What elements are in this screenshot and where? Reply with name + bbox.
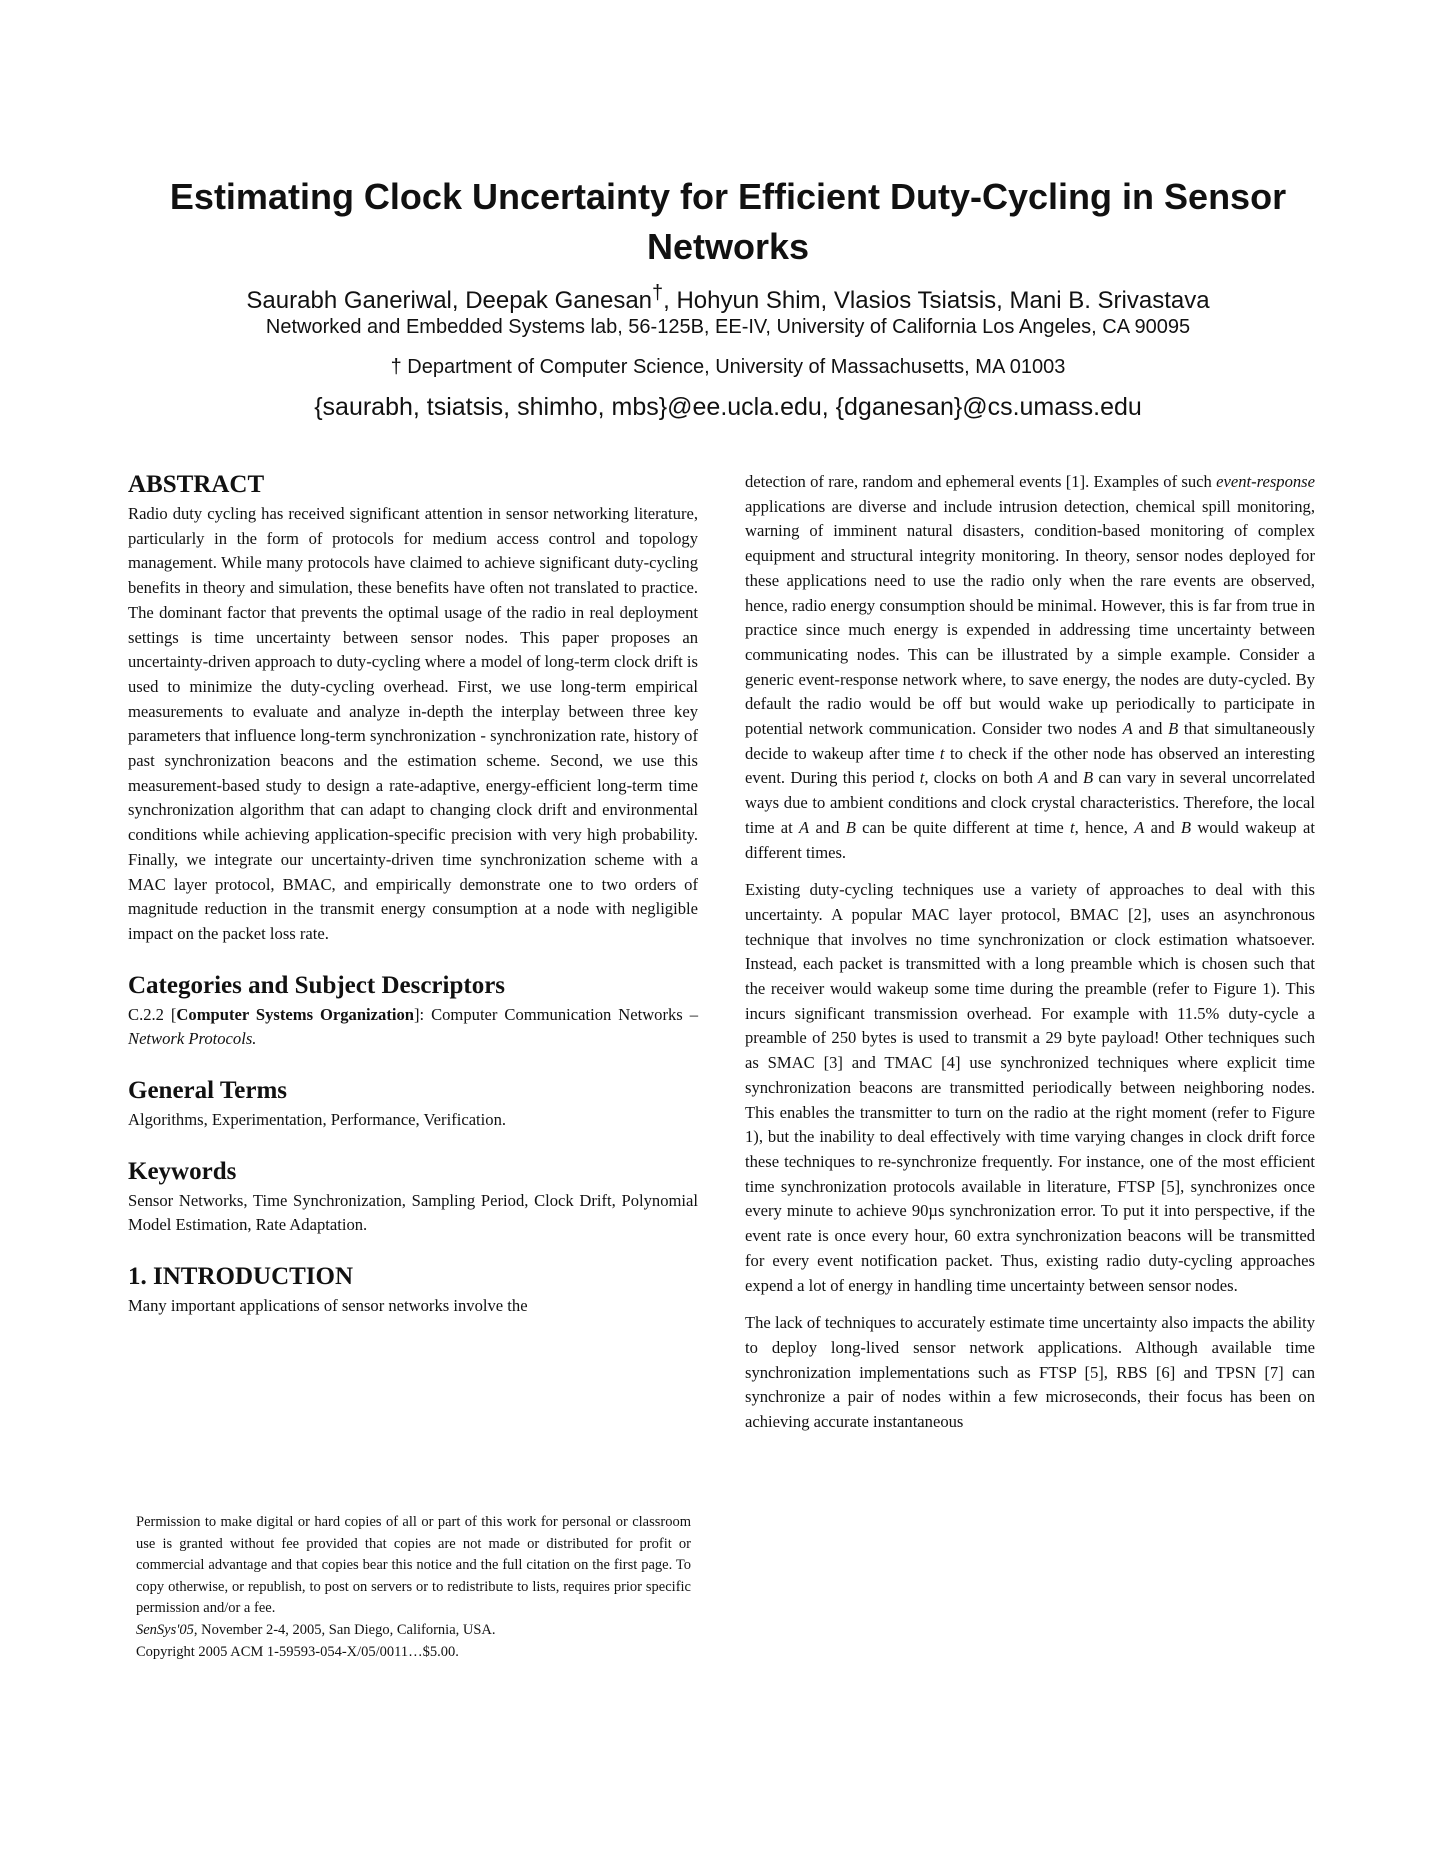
permission-block (136, 1512, 691, 1663)
time-var: t (939, 743, 945, 763)
time-var: t (1070, 817, 1075, 837)
conference-details: , November 2-4, 2005, San Diego, California, USA. (193, 1621, 496, 1638)
p1-segment: , hence, (1074, 817, 1135, 837)
affiliation-ucla: Networked and Embedded Systems lab, 56-125B, EE-IV, University of California Los Angeles, CA 90095 (265, 316, 1191, 338)
intro-paragraph-2: Existing duty-cycling techniques use a variety of approaches to deal with this uncertainty. A popular MAC layer protocol, BMAC [2], uses an asynchronous technique that involves no time synchronization or clock estimation whatsoever. Instead, each packet is transmitted with a long preamble which is chosen such that the receiver would wakeup some time during the preamble (refer to Figure 1). This incurs significant transmission overhead. For example with 11.5% duty-cycle a preamble of 250 bytes is used to transmit a 29 byte payload! Other techniques such as SMAC [3] and TMAC [4] use synchronized techniques where explicit time synchronization beacons are transmitted periodically between neighboring nodes. This enables the transmitter to turn on the radio at the right moment (refer to Figure 1), but the inability to deal effectively with time varying changes in clock drift force these techniques to re-synchronize frequently. For instance, one of the most efficient time synchronization protocols available in literature, FTSP [5], synchronizes once every minute to achieve 90µs synchronization error. To put it into perspective, if the event rate is once every hour, 60 extra synchronization beacons will be transmitted for every event notification packet. Thus, existing radio duty-cycling approaches expend a lot of energy in handling time uncertainty between sensor nodes. (745, 880, 1315, 1295)
right-column (745, 470, 1315, 1435)
general-terms-heading: General Terms (128, 1077, 288, 1105)
keywords-text: Sensor Networks, Time Synchronization, Sampling Period, Clock Drift, Polynomial Model Estimation, Rate Adaptation. (128, 1190, 698, 1235)
p1-segment: to check if the other node has observed an interesting event. During this period (745, 743, 1315, 788)
general-terms-text: Algorithms, Experimentation, Performance, Verification. (128, 1110, 507, 1130)
p1-segment: and (1048, 768, 1083, 788)
conference-name: SenSys'05 (136, 1621, 194, 1638)
p1-segment: , clocks on both (924, 768, 1039, 788)
categories-rest: ]: Computer Communication Networks – (414, 1004, 698, 1024)
p1-segment: would wakeup at different times. (745, 817, 1315, 862)
node-b-var: B (1168, 719, 1179, 739)
introduction-text: Many important applications of sensor networks involve the (128, 1296, 528, 1316)
copyright-line: Copyright 2005 ACM 1-59593-054-X/05/0011…$5.00. (136, 1643, 459, 1660)
author-emails: {saurabh, tsiatsis, shimho, mbs}@ee.ucla.edu, {dganesan}@cs.umass.edu (314, 393, 1142, 421)
paper-title: Estimating Clock Uncertainty for Efficient Duty-Cycling in Sensor Networks (169, 176, 1287, 267)
p1-segment: applications are diverse and include intrusion detection, chemical spill monitoring, warning of imminent natural disasters, condition-based monitoring of complex equipment and structural integrity monitoring. In theory, sensor nodes deployed for these applications need to use the radio only when the rare events are observed, hence, radio energy consumption should be minimal. However, this is far from true in practice since much energy is expended in addressing time uncertainty between communicating nodes. This can be illustrated by a simple example. Consider a generic event-response network where, to save energy, the nodes are duty-cycled. By default the radio would be off but would wake up periodically to participate in potential network communication. Consider two nodes (745, 496, 1315, 739)
categories-heading: Categories and Subject Descriptors (128, 971, 506, 999)
node-b-var: B (845, 817, 856, 837)
node-a-var: A (1038, 768, 1049, 788)
categories-code: C.2.2 [ (128, 1004, 177, 1024)
p1-segment: and (1132, 719, 1169, 739)
p1-italic-term: event-response (1216, 472, 1315, 491)
affiliation-umass: † Department of Computer Science, University of Massachusetts, MA 01003 (390, 356, 1066, 378)
categories-text (128, 1003, 698, 1052)
p1-segment: can vary in several uncorrelated ways due to ambient conditions and clock crystal characteristics. Therefore, the local time at (745, 768, 1315, 837)
left-column (128, 470, 698, 1319)
p1-segment: and (1144, 817, 1181, 837)
p1-segment: detection of rare, random and ephemeral events [1]. Examples of such (745, 472, 1217, 491)
introduction-heading: 1. INTRODUCTION (128, 1263, 354, 1291)
p1-segment: can be quite different at time (855, 817, 1071, 837)
intro-paragraph-3: The lack of techniques to accurately estimate time uncertainty also impacts the ability to deploy long-lived sensor network applications. Although available time synchronization implementations such as FTSP [5], RBS [6] and TPSN [7] can synchronize a pair of nodes within a few microseconds, their focus has been on achieving accurate instantaneous (745, 1313, 1315, 1432)
p1-segment: that simultaneously decide to wakeup after time (745, 719, 1315, 763)
categories-bold: Computer Systems Organization (176, 1004, 414, 1024)
abstract-heading: ABSTRACT (128, 471, 265, 498)
p1-segment: and (809, 817, 846, 837)
node-a-var: A (1122, 719, 1133, 739)
node-a-var: A (1134, 817, 1145, 837)
dagger-mark: † (652, 282, 664, 304)
authors-rest: , Hohyun Shim, Vlasios Tsiatsis, Mani B. Srivastava (663, 287, 1210, 314)
conference-venue (136, 1620, 691, 1642)
node-b-var: B (1180, 817, 1192, 837)
intro-paragraph-1 (745, 470, 1315, 865)
node-a-var: A (799, 817, 810, 837)
time-var: t (919, 768, 925, 788)
keywords-heading: Keywords (128, 1157, 237, 1185)
node-b-var: B (1082, 768, 1094, 788)
categories-italic: Network Protocols. (128, 1029, 257, 1049)
authors-first: Saurabh Ganeriwal, Deepak Ganesan (246, 287, 653, 314)
permission-text: Permission to make digital or hard copies of all or part of this work for personal or classroom use is granted without fee provided that copies are not made or distributed for profit or commercial advantage and that copies bear this notice and the full citation on the first page. To copy otherwise, or republish, to post on servers or to redistribute to lists, requires prior specific permission and/or a fee. (136, 1514, 691, 1617)
abstract-text: Radio duty cycling has received significant attention in sensor networking literature, particularly in the form of protocols for medium access control and topology management. While many protocols have claimed to achieve significant duty-cycling benefits in theory and simulation, these benefits have often not translated to practice. The dominant factor that prevents the optimal usage of the radio in real deployment settings is time uncertainty between sensor nodes. This paper proposes an uncertainty-driven approach to duty-cycling where a model of long-term clock drift is used to minimize the duty-cycling overhead. First, we use long-term empirical measurements to evaluate and analyze in-depth the interplay between three key parameters that influence long-term synchronization - synchronization rate, history of past synchronization beacons and the estimation scheme. Second, we use this measurement-based study to design a rate-adaptive, energy-efficient long-term time synchronization algorithm that can adapt to changing clock drift and environmental conditions while achieving application-specific precision with very high probability. Finally, we integrate our uncertainty-driven time synchronization scheme with a MAC layer protocol, BMAC, and empirically demonstrate one to two orders of magnitude reduction in the transmit energy consumption at a node with negligible impact on the packet loss rate. (128, 504, 698, 943)
